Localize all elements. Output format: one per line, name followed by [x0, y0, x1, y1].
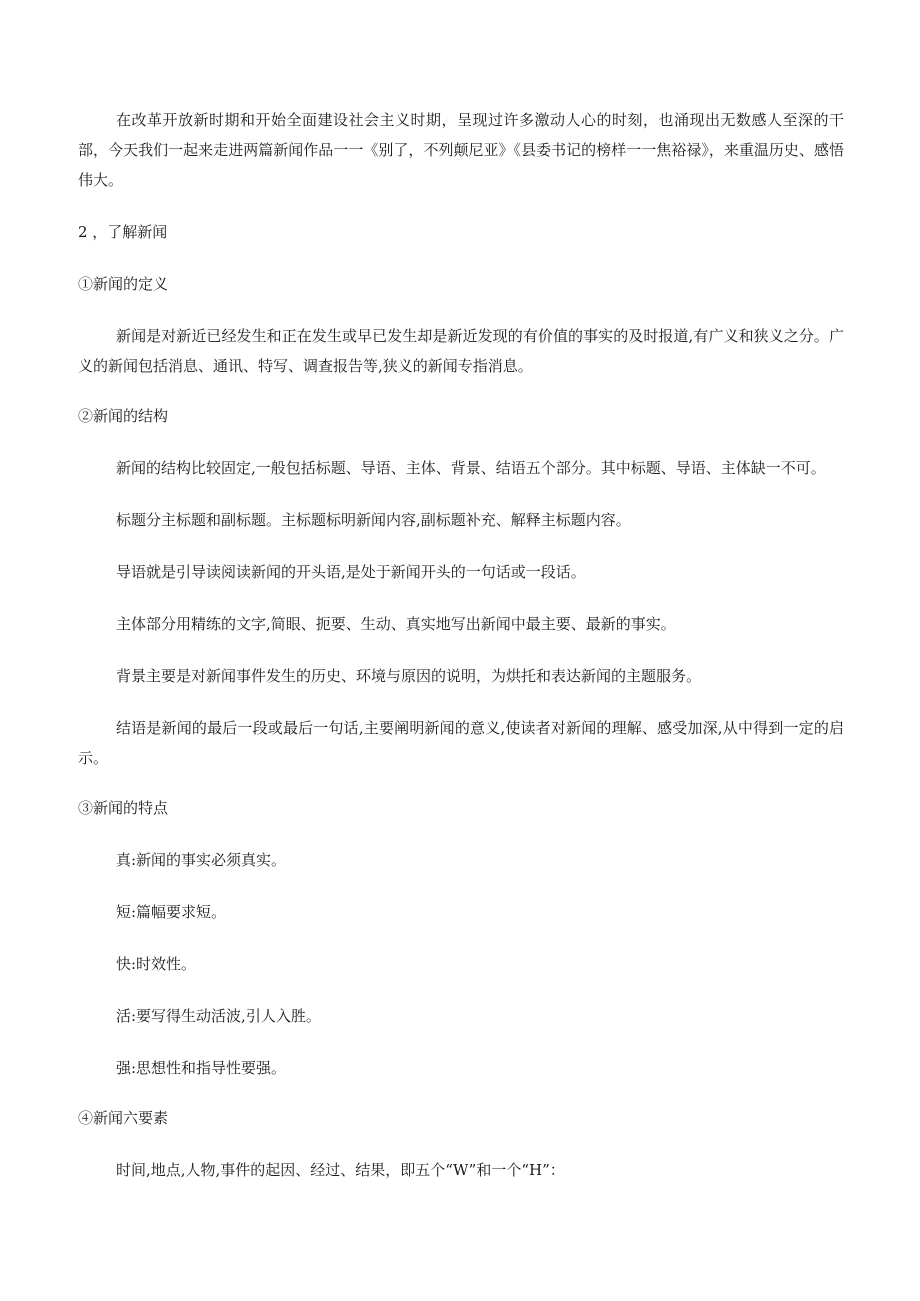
news-features-heading: ③新闻的特点: [78, 799, 169, 817]
intro-paragraph: 在改革开放新时期和开始全面建设社会主义时期，呈现过许多激动人心的时刻，也涌现出无数感人至深的干部，今天我们一起来走进两篇新闻作品一一《别了，不列颠尼亚》《县委书记的榜样一一焦裕禄》，来重温历史、感悟伟大。: [78, 111, 844, 189]
feature-strong: 强:思想性和指导性要强。: [116, 1059, 287, 1077]
structure-paragraph-4: 主体部分用精练的文字,简眼、扼要、生动、真实地写出新闻中最主要、最新的事实。: [116, 615, 676, 633]
structure-paragraph-1: 新闻的结构比较固定,一般包括标题、导语、主体、背景、结语五个部分。其中标题、导语、主体缺一不可。: [116, 459, 826, 477]
structure-paragraph-5: 背景主要是对新闻事件发生的历史、环境与原因的说明，为烘托和表达新闻的主题服务。: [116, 667, 702, 685]
section-2-heading: 2 ，了解新闻: [78, 223, 168, 241]
news-definition-paragraph: 新闻是对新近已经发生和正在发生或早已发生却是新近发现的有价值的事实的及时报道,有广义和狭义之分。广义的新闻包括消息、通讯、特写、调查报告等,狭义的新闻专指消息。: [78, 327, 844, 375]
feature-lively: 活:要写得生动活波,引人入胜。: [116, 1007, 321, 1025]
feature-fast: 快:时效性。: [116, 955, 197, 973]
structure-paragraph-2: 标题分主标题和副标题。主标题标明新闻内容,副标题补充、解释主标题内容。: [116, 511, 631, 529]
document-page: [78, 105, 844, 1185]
structure-paragraph-3: 导语就是引导读阅读新闻的开头语,是处于新闻开头的一句话或一段话。: [116, 563, 586, 581]
feature-true: 真:新闻的事实必须真实。: [116, 851, 287, 869]
news-definition-heading: ①新闻的定义: [78, 275, 169, 293]
six-elements-paragraph: 时间,地点,人物,事件的起因、经过、结果，即五个“W”和一个“H”：: [116, 1161, 565, 1179]
structure-paragraph-6: 结语是新闻的最后一段或最后一句话,主要阐明新闻的意义,使读者对新闻的理解、感受加深,从中得到一定的启示。: [78, 719, 844, 767]
six-elements-heading: ④新闻六要素: [78, 1109, 169, 1127]
news-structure-heading: ②新闻的结构: [78, 407, 169, 425]
feature-short: 短:篇幅要求短。: [116, 903, 227, 921]
